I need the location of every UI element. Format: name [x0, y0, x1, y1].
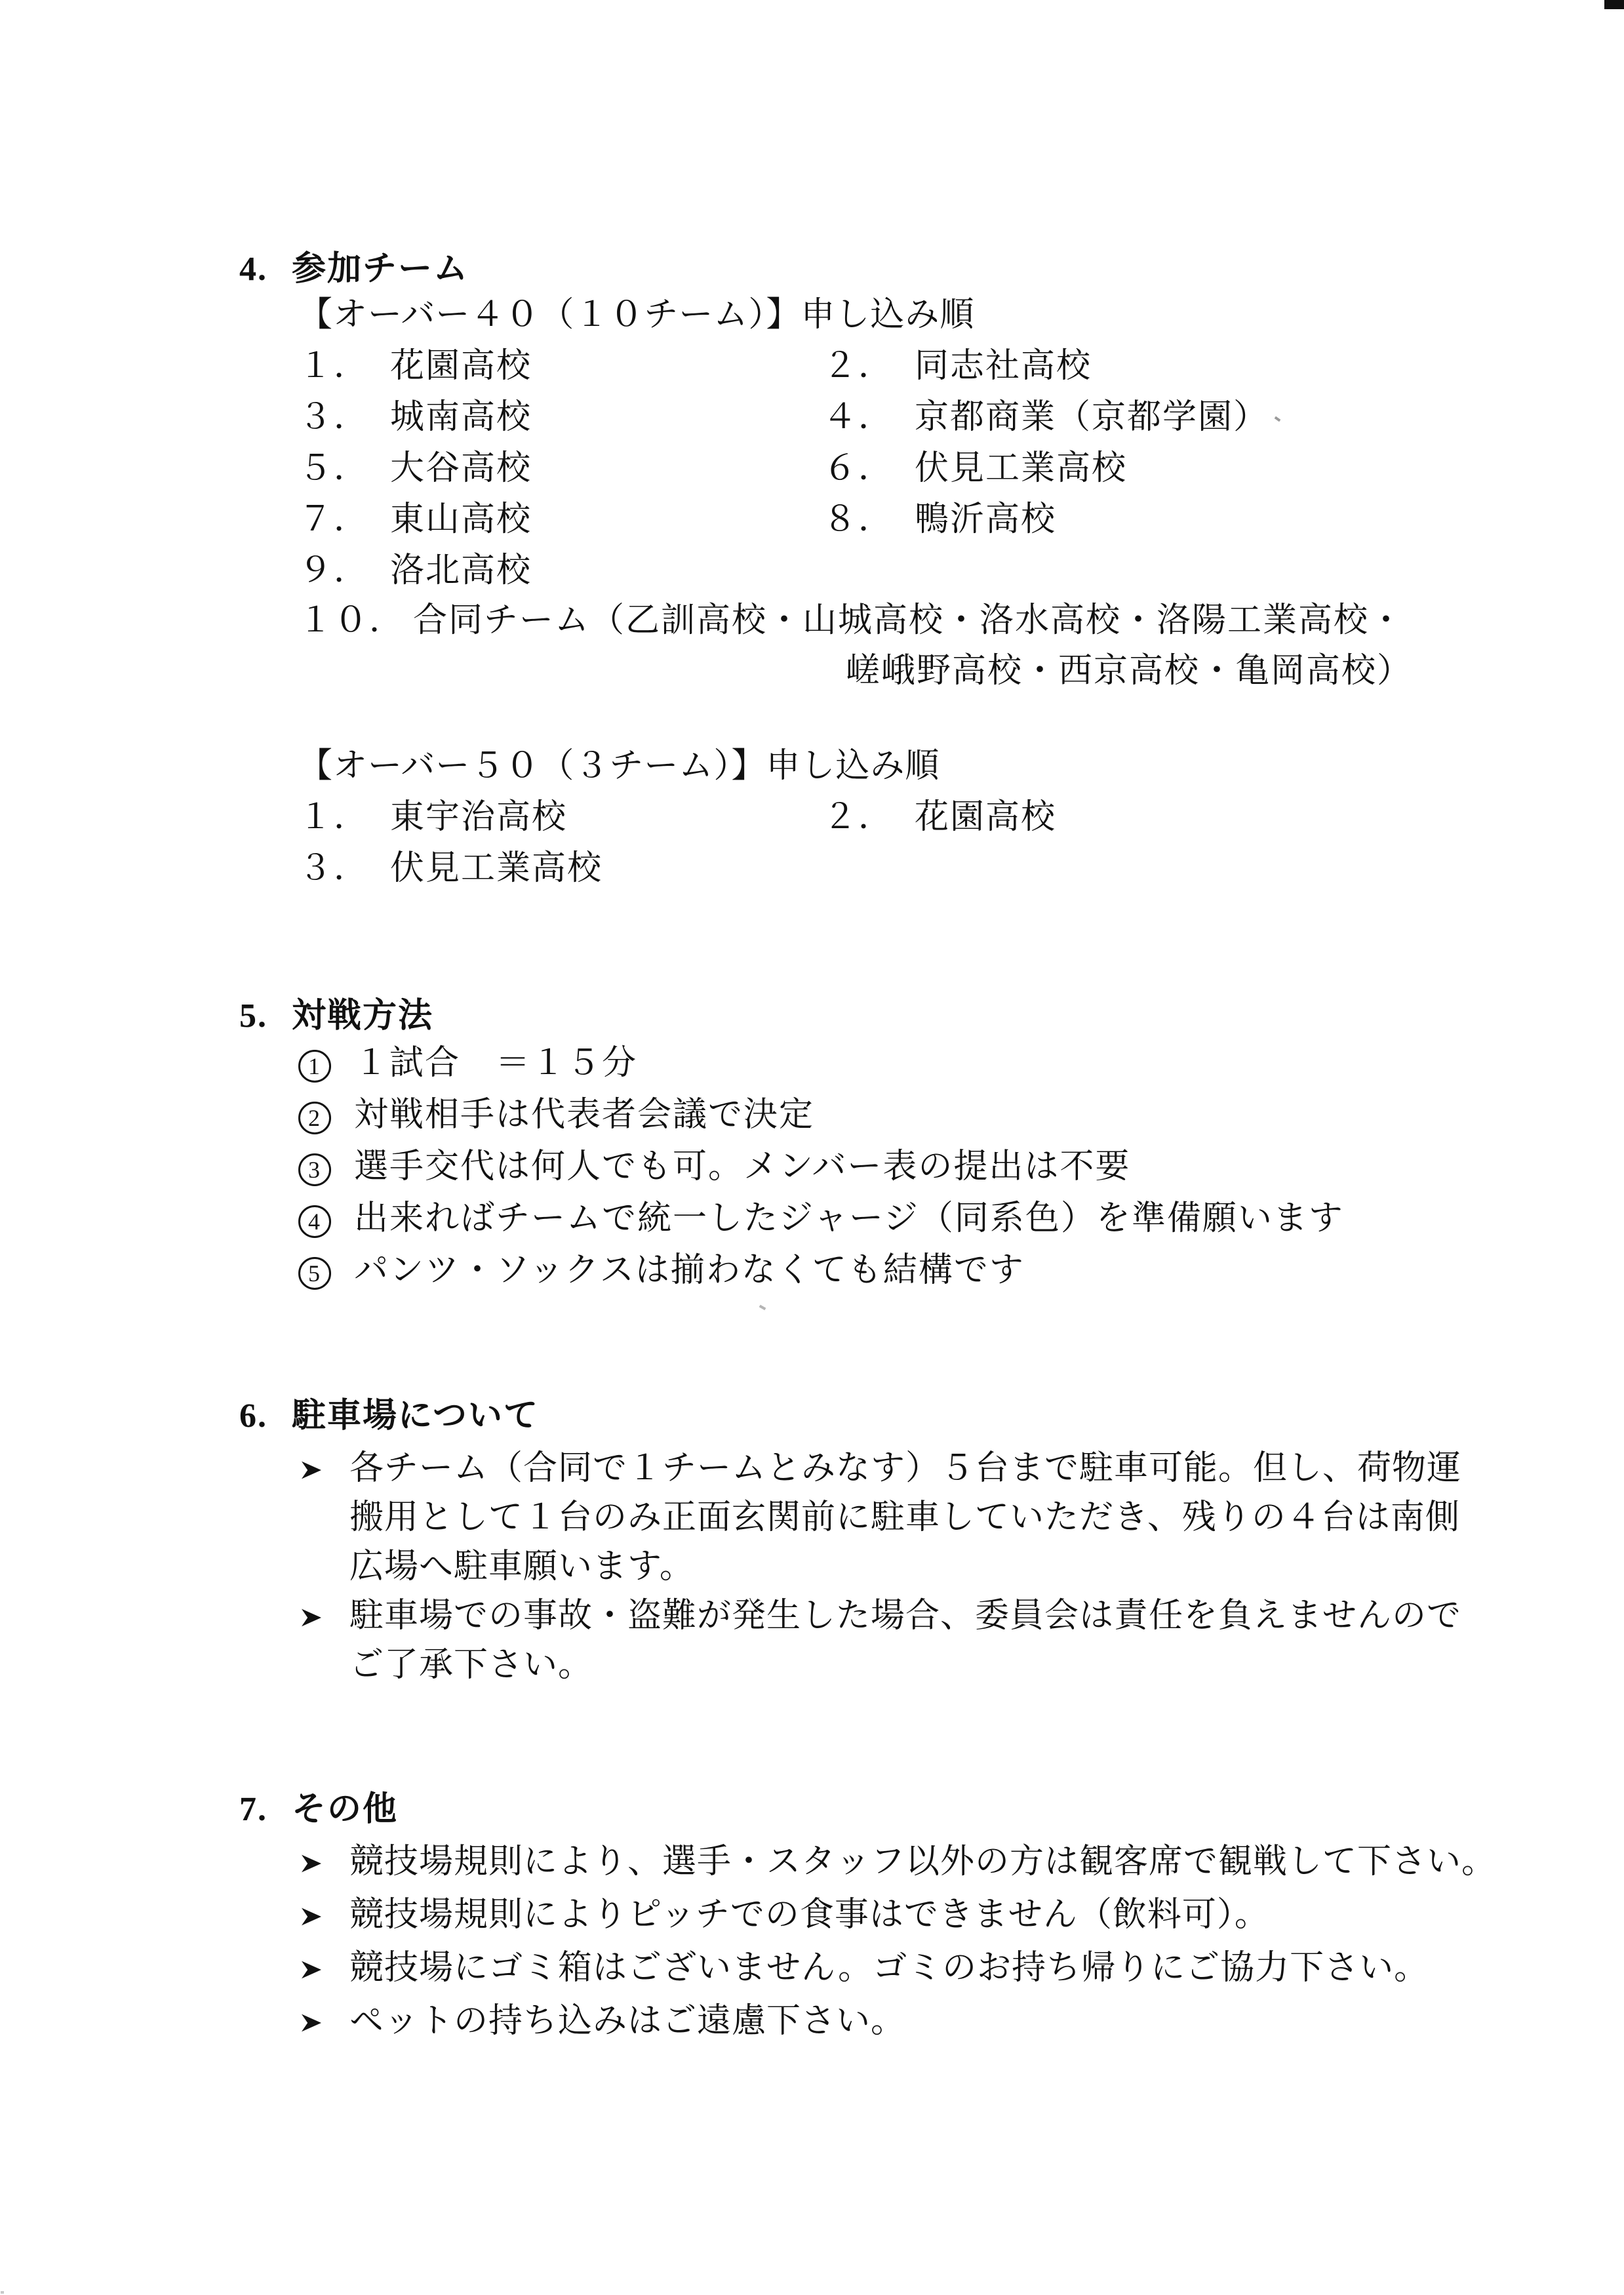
team-number: ２．: [823, 799, 894, 836]
rule-item: [298, 1254, 1624, 1290]
team-number: ６．: [823, 450, 894, 487]
team-row: [298, 349, 1624, 384]
rule-item: [298, 1202, 1624, 1238]
team-name: 伏見工業高校: [390, 850, 603, 887]
team-name: 鴨沂高校: [915, 501, 1057, 538]
bullet-text: 競技場にゴミ箱はございません。ゴミのお持ち帰りにご協力下さい。: [349, 1949, 1429, 1987]
arrowhead-bullet-icon: [298, 1898, 349, 1936]
section4-title: 参加チーム: [292, 250, 469, 288]
bullet-item: [298, 1452, 1624, 1584]
bullet-text-line: 搬用として１台のみ正面玄関前に駐車していただき、残りの４台は南側: [349, 1499, 1460, 1536]
team-row-10: [298, 604, 1624, 638]
rule-item: [298, 1047, 1624, 1083]
section7-heading: [239, 1793, 1624, 1827]
team-row: [298, 503, 1624, 537]
section7-title: その他: [292, 1791, 399, 1828]
rule-text: 出来ればチームで統一したジャージ（同系色）を準備願います: [354, 1200, 1344, 1237]
section5-number: 5.: [239, 997, 267, 1035]
section5-heading: [239, 999, 1624, 1033]
arrowhead-bullet-icon: [298, 1845, 349, 1883]
team-name: 大谷高校: [390, 450, 532, 487]
team-name: 伏見工業高校: [915, 450, 1128, 487]
section4-heading: [239, 252, 1624, 287]
bullet-text: ペットの持ち込みはご遠慮下さい。: [349, 2003, 906, 2040]
section6-number: 6.: [239, 1397, 267, 1435]
circled-number-icon: 3: [298, 1153, 331, 1186]
section7-number: 7.: [239, 1791, 267, 1828]
bullet-text-line: 広場へ駐車願います。: [349, 1548, 694, 1586]
team-name: 洛北高校: [390, 552, 532, 589]
team-number: ４．: [823, 399, 894, 436]
team-row-10-continuation: 嵯峨野高校・西京高校・亀岡高校）: [846, 652, 1413, 690]
team-number: ９．: [298, 552, 370, 589]
team-name: 合同チーム（乙訓高校・山城高校・洛水高校・洛陽工業高校・: [413, 602, 1405, 639]
section4-number: 4.: [239, 250, 267, 288]
circled-number-icon: 1: [298, 1050, 331, 1083]
team-name: 城南高校: [390, 399, 532, 436]
circled-number-icon: 5: [298, 1257, 331, 1290]
team-row: [298, 801, 1624, 835]
over50-header: 【オーバー５０（３チーム）】申し込み順: [298, 748, 940, 785]
rule-text: 対戦相手は代表者会議で決定: [354, 1096, 815, 1134]
team-number: ２．: [823, 348, 894, 385]
team-number: ７．: [298, 501, 370, 538]
rule-item: [298, 1150, 1624, 1186]
arrowhead-bullet-icon: [298, 2005, 349, 2043]
bullet-text-line: 各チーム（合同で１チームとみなす）５台まで駐車可能。但し、荷物運: [349, 1450, 1462, 1487]
scan-corner-mark: [1604, 0, 1624, 9]
scan-speck: [1, 2291, 4, 2294]
section6-title: 駐車場について: [292, 1397, 539, 1435]
rule-item: [298, 1098, 1624, 1134]
rule-text: １試合 ＝１５分: [354, 1045, 638, 1082]
bullet-item: [298, 1599, 1624, 1683]
team-row: [298, 401, 1624, 435]
team-name: 東山高校: [390, 501, 532, 538]
team-row: [298, 852, 1624, 886]
team-number: １．: [298, 799, 370, 836]
bullet-text: 競技場規則により、選手・スタッフ以外の方は観客席で観戦して下さい。: [349, 1843, 1497, 1881]
bullet-item: [298, 1898, 1624, 1936]
team-row: [298, 452, 1624, 486]
circled-number-icon: 4: [298, 1205, 331, 1238]
team-name: 花園高校: [390, 348, 532, 385]
rule-text: 選手交代は何人でも可。メンバー表の提出は不要: [354, 1148, 1131, 1186]
bullet-text: 競技場規則によりピッチでの食事はできません（飲料可）。: [349, 1896, 1269, 1934]
arrowhead-bullet-icon: [298, 1951, 349, 1989]
section6-heading: [239, 1399, 1624, 1433]
team-name: 同志社高校: [915, 348, 1092, 385]
team-name: 東宇治高校: [390, 799, 568, 836]
team-number: [823, 852, 915, 886]
team-number: ５．: [298, 450, 370, 487]
team-number: １．: [298, 348, 370, 385]
team-number: ３．: [298, 850, 370, 887]
team-number: １０．: [298, 602, 405, 639]
section5-title: 対戦方法: [292, 997, 434, 1035]
bullet-text-line: 駐車場での事故・盗難が発生した場合、委員会は責任を負えませんので: [349, 1597, 1462, 1635]
rule-text: パンツ・ソックスは揃わなくても結構です: [354, 1252, 1025, 1289]
bullet-text-line: ご了承下さい。: [349, 1646, 593, 1684]
arrowhead-bullet-icon: [298, 1452, 349, 1584]
team-name: 花園高校: [915, 799, 1057, 836]
team-number: ３．: [298, 399, 370, 436]
team-number: ８．: [823, 501, 894, 538]
bullet-item: [298, 1951, 1624, 1989]
team-number: [823, 554, 915, 588]
arrowhead-bullet-icon: [298, 1599, 349, 1683]
circled-number-icon: 2: [298, 1102, 331, 1134]
team-name: 京都商業（京都学園）: [915, 399, 1269, 436]
bullet-item: [298, 1845, 1624, 1883]
bullet-item: [298, 2005, 1624, 2043]
over40-header: 【オーバー４０（１０チーム）】申し込み順: [298, 296, 975, 334]
team-row: [298, 554, 1624, 588]
